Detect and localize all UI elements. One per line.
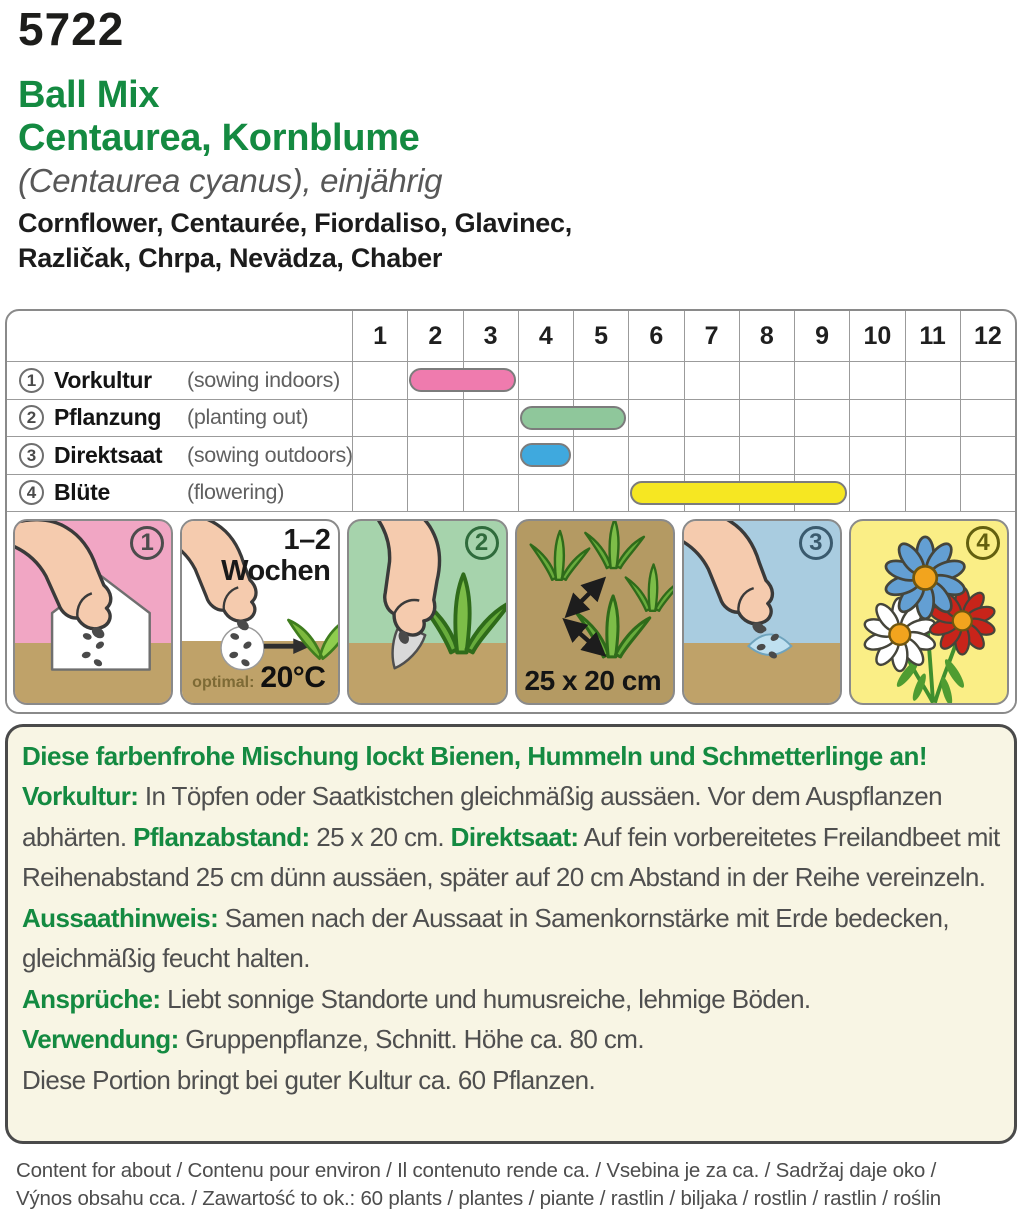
season-bar-blüte: [630, 481, 847, 505]
care-label: Pflanzabstand:: [133, 821, 310, 852]
row-desc: (flowering): [187, 480, 285, 505]
international-names: [18, 206, 572, 276]
month-cell: [849, 362, 904, 399]
month-cell: [684, 400, 739, 437]
care-text: Liebt sonnige Standorte und humusreiche, lehmige Böden.: [160, 983, 811, 1014]
month-cell: [573, 437, 628, 474]
row-name: Direktsaat: [54, 441, 163, 468]
calendar-row-vorkultur: [7, 361, 1015, 399]
month-header-cell: 11: [905, 311, 960, 361]
month-cell: [518, 362, 573, 399]
care-text: Gruppenpflanze, Schnitt. Höhe ca. 80 cm.: [178, 1024, 644, 1054]
month-cell: [352, 400, 407, 437]
row-desc: (sowing indoors): [187, 367, 340, 392]
month-cell: [739, 437, 794, 474]
care-headline: Diese farbenfrohe Mischung lockt Bienen, Hummeln und Schmetterlinge an!: [22, 741, 927, 771]
month-cell: [905, 437, 960, 474]
month-cell: [518, 475, 573, 512]
international-names-line2: Različak, Chrpa, Nevädza, Chaber: [18, 243, 443, 273]
month-header-cell: 7: [684, 311, 739, 361]
calendar-row-pflanzung: [7, 399, 1015, 437]
hand-icon: [684, 521, 786, 637]
month-cell: [463, 437, 518, 474]
month-header-cell: 6: [628, 311, 683, 361]
content-footer: [16, 1157, 1016, 1213]
footer-line1: Content for about / Contenu pour environ / Il contenuto rende ca. / Vsebina je za ca. / Sadržaj daje oko /: [16, 1159, 937, 1182]
row-desc: (sowing outdoors): [187, 442, 353, 467]
month-cell: [352, 475, 407, 512]
month-cell: [463, 400, 518, 437]
season-bar-vorkultur: [409, 368, 516, 392]
month-cell: [849, 437, 904, 474]
month-header-cell: 3: [463, 311, 518, 361]
optimal-label: optimal:: [192, 674, 255, 691]
care-text: In Töpfen oder Saatkistchen gleichmäßig aussäen. Vor dem Auspflanzen abhärten.: [22, 781, 942, 852]
row-number-badge: 1: [19, 368, 44, 393]
calendar-row-blüte: [7, 474, 1015, 512]
sowing-calendar: [5, 309, 1017, 714]
care-paragraph: [22, 1019, 1000, 1060]
variety-name: Ball Mix: [18, 74, 160, 116]
plant-icon: [530, 531, 589, 580]
month-cell: [739, 362, 794, 399]
month-header-cell: 1: [352, 311, 407, 361]
month-cell: [407, 475, 462, 512]
month-cell: [407, 400, 462, 437]
month-cell: [849, 475, 904, 512]
row-label: [7, 475, 352, 512]
month-cell: [905, 400, 960, 437]
care-paragraph: [22, 979, 1000, 1020]
month-cell: [794, 400, 849, 437]
plant-icon: [585, 521, 644, 568]
footer-line2: Výnos obsahu cca. / Zawartość to ok.: 60 plants / plantes / piante / rastlin / biljaka / rostlin / rastlin / roślin: [16, 1187, 942, 1210]
calendar-row-direktsaat: [7, 436, 1015, 474]
panel-planting-out: [347, 519, 507, 705]
optimal-value: 20°C: [260, 661, 326, 694]
month-cell: [628, 362, 683, 399]
botanical-name: (Centaurea cyanus), einjährig: [18, 162, 443, 199]
title-block: [18, 74, 420, 160]
month-cell: [628, 437, 683, 474]
month-cell: [684, 362, 739, 399]
month-header-cell: 9: [794, 311, 849, 361]
row-name: Blüte: [54, 479, 111, 506]
row-name: Vorkultur: [54, 366, 152, 393]
panel-number-badge: 4: [966, 526, 1000, 560]
month-cell: [794, 437, 849, 474]
row-label: [7, 362, 352, 399]
care-text: Auf fein vorbereitetes Freilandbeet mit Reihenabstand 25 cm dünn aussäen, später auf 20 cm Abstand in der Reihe vereinzeln.: [22, 821, 1000, 892]
month-cell: [352, 362, 407, 399]
row-desc: (planting out): [187, 405, 309, 430]
month-cell: [463, 475, 518, 512]
spacing-label: 25 x 20 cm: [524, 665, 662, 696]
plant-icon: [625, 564, 672, 610]
care-label: Direktsaat:: [450, 821, 579, 852]
month-cell: [739, 400, 794, 437]
panel-number-badge: 1: [130, 526, 164, 560]
month-cell: [905, 475, 960, 512]
month-cell: [628, 400, 683, 437]
season-bar-pflanzung: [520, 406, 627, 430]
month-cell: [905, 362, 960, 399]
care-label: Vorkultur:: [22, 781, 139, 811]
month-cell: [573, 475, 628, 512]
month-header-cell: 2: [407, 311, 462, 361]
calendar-rows: [7, 361, 1015, 511]
row-label: [7, 437, 352, 474]
duration-line2: Wochen: [221, 555, 331, 587]
care-text: Diese Portion bringt bei guter Kultur ca. 60 Pflanzen.: [22, 1064, 596, 1095]
month-header-cell: 5: [573, 311, 628, 361]
panel-sowing-outdoors: [682, 519, 842, 705]
panel-spacing: [515, 519, 675, 705]
panel-germination: [180, 519, 340, 705]
month-header-spacer: [7, 311, 352, 361]
care-text: 25 x 20 cm.: [309, 821, 451, 852]
panel-number-badge: 3: [799, 526, 833, 560]
season-bar-direktsaat: [520, 443, 571, 467]
month-cell: [794, 362, 849, 399]
care-label: Ansprüche:: [22, 983, 161, 1014]
panel-flowering: [849, 519, 1009, 705]
month-header-cell: 4: [518, 311, 573, 361]
international-names-line1: Cornflower, Centaurée, Fiordaliso, Glavinec,: [18, 208, 572, 238]
row-label: [7, 400, 352, 437]
care-instructions-box: [5, 724, 1017, 1144]
germination-duration: [221, 525, 330, 587]
product-number: 5722: [18, 3, 125, 55]
care-text: Samen nach der Aussaat in Samenkornstärke mit Erde bedecken, gleichmäßig feucht halten.: [22, 902, 949, 973]
month-cell: [407, 437, 462, 474]
month-cell: [352, 437, 407, 474]
panel-number-badge: 2: [465, 526, 499, 560]
care-paragraph: [22, 1060, 1000, 1101]
month-cell: [960, 475, 1015, 512]
care-label: Verwendung:: [22, 1024, 179, 1054]
month-header-cell: 8: [739, 311, 794, 361]
duration-line1: 1–2: [283, 524, 331, 556]
optimal-temperature: [192, 661, 325, 695]
plant-icon: [576, 596, 649, 657]
care-label: Aussaathinweis:: [22, 902, 219, 933]
month-header-cell: 12: [960, 311, 1015, 361]
species-name: Centaurea, Kornblume: [18, 117, 420, 159]
month-cell: [960, 362, 1015, 399]
row-number-badge: 2: [19, 405, 44, 430]
pictogram-strip: [7, 511, 1015, 712]
header: [18, 2, 124, 56]
spacing-arrow-icon: [569, 582, 600, 613]
month-cell: [849, 400, 904, 437]
month-cell: [960, 437, 1015, 474]
month-cell: [684, 437, 739, 474]
row-number-badge: 3: [19, 443, 44, 468]
care-paragraph: [22, 776, 1000, 979]
panel-sowing-indoors: [13, 519, 173, 705]
calendar-month-header: [7, 311, 1015, 361]
month-cell: [573, 362, 628, 399]
month-header-cell: 10: [849, 311, 904, 361]
row-name: Pflanzung: [54, 404, 162, 431]
month-cell: [960, 400, 1015, 437]
row-number-badge: 4: [19, 480, 44, 505]
